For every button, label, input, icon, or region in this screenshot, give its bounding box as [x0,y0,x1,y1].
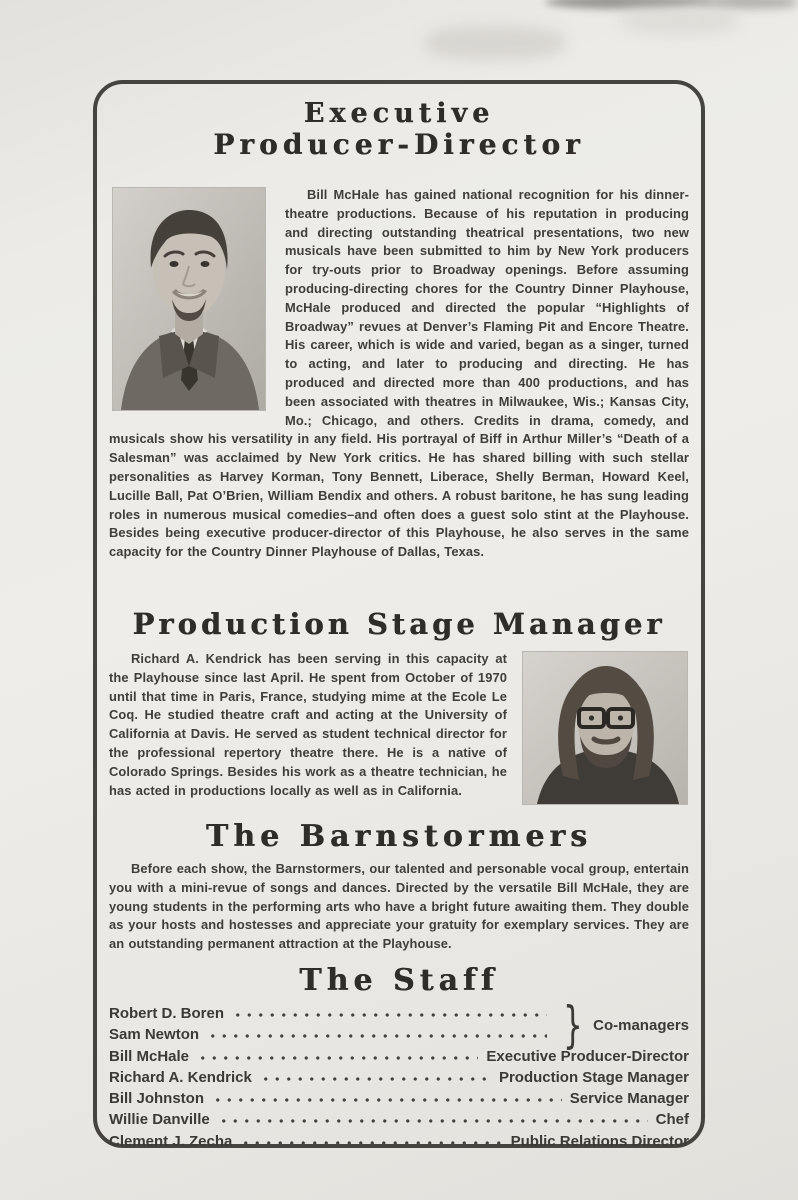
co-managers-pair [109,996,689,1055]
barnstormers-body: Before each show, the Barnstormers, our talented and personable vocal group, entertain you with a mini-revue of songs and dances. Directed by the versatile Bill McHale, they are young students in the performing arts who have a bright future awaiting them. They double as your hosts and hostesses and appreciate your gratuity for exemplary services. They are an outstanding permanent attraction at the Playhouse. [109,861,689,952]
dot-leader [197,1047,478,1061]
bill-mchale-portrait-illustration [113,188,265,410]
executive-producer-title [109,98,689,161]
staff-role: Chef [655,1111,689,1129]
dot-leader [260,1068,491,1082]
staff-list [109,996,689,1153]
ink-bleed-ghost [425,26,565,60]
production-stage-manager-title: Production Stage Manager [132,607,666,641]
dot-leader [218,1110,648,1124]
title-line-executive: Executive [303,98,495,129]
dot-leader [212,1089,562,1103]
staff-row [109,1004,555,1025]
staff-name: Sam Newton [109,1026,200,1044]
staff-title: The Staff [299,963,499,998]
barnstormers-title: The Barnstormers [205,819,593,854]
staff-name: Willie Danville [109,1111,210,1129]
scan-smudge [698,0,798,8]
barnstormers-section [109,860,689,954]
page-border-frame [93,80,705,1148]
title-line-producer-director: Producer-Director [213,128,585,162]
staff-row [109,1110,689,1131]
staff-name: Robert D. Boren [109,1005,225,1022]
brace-glyph: } [563,996,584,1055]
stage-manager-bio-section [109,650,689,808]
executive-bio-section [109,186,689,562]
richard-kendrick-photo [523,652,687,804]
richard-kendrick-bio: Richard A. Kendrick has been serving in this capacity at the Playhouse since last April. He spent from October of 1970 until that time in Paris, France, studying mime at the Ecole Le Coq. He studied theatre craft and acting at the University of California at Davis. He served as student technical director for the professional repertory theatre there. He is a native of Colorado Springs. Besides his work as a theatre technician, he has acted in productions locally as well as in California. [109,651,507,798]
staff-name: Bill Johnston [109,1090,204,1108]
staff-role: Production Stage Manager [498,1068,689,1086]
staff-row [109,1132,689,1153]
staff-role: Executive Producer-Director [486,1047,689,1065]
staff-row [109,1025,555,1046]
bill-mchale-photo [113,188,265,410]
dot-leader [240,1132,502,1146]
richard-kendrick-portrait-illustration [523,652,687,804]
staff-name: Clement J. Zecha [109,1132,233,1150]
staff-row [109,1047,689,1068]
staff-name: Richard A. Kendrick [109,1068,252,1086]
ink-bleed-ghost [620,8,740,34]
staff-name: Bill McHale [109,1047,190,1065]
staff-role: Service Manager [569,1090,689,1108]
staff-row [109,1089,689,1110]
dot-leader [232,1004,547,1018]
bill-mchale-bio: Bill McHale has gained national recognition for his dinner-theatre productions. Because of his reputation in producing and directing outstanding theatrical presentations, two new musicals have been submitted to him by New York producers for try-outs prior to Broadway openings. Before assuming producing-directing chores for the Country Dinner Playhouse, McHale produced and directed the popular “Highlights of Broadway” revues at Denver’s Flaming Pit and Encore Theatre. His career, which is wide and varied, began as a singer, turned to acting, and later to producing and directing. He has produced and directed more than 400 productions, and has been associated with theatres in Milwaukee, Wis.; Kansas City, Mo.; Chicago, and others. Credits in drama, comedy, and musicals show his versatility in any field. His portrayal of Biff in Arthur Miller’s “Death of a Salesman” was acclaimed by New York critics. He has shared billing with such stellar personalities as Harvey Korman, Tony Bennett, Liberace, Shelly Berman, Howard Keel, Lucille Ball, Pat O’Brien, William Bendix and others. A robust baritone, he has sung leading roles in numerous musical comedies–and often does a guest solo stint at the Playhouse. Besides being executive producer-director of this Playhouse, he also serves in the same capacity for the Country Dinner Playhouse of Dallas, Texas. [109,187,689,560]
co-managers-role: Co-managers [593,1016,689,1034]
staff-row [109,1068,689,1089]
dot-leader [207,1025,547,1039]
staff-role: Public Relations Director [510,1132,689,1150]
